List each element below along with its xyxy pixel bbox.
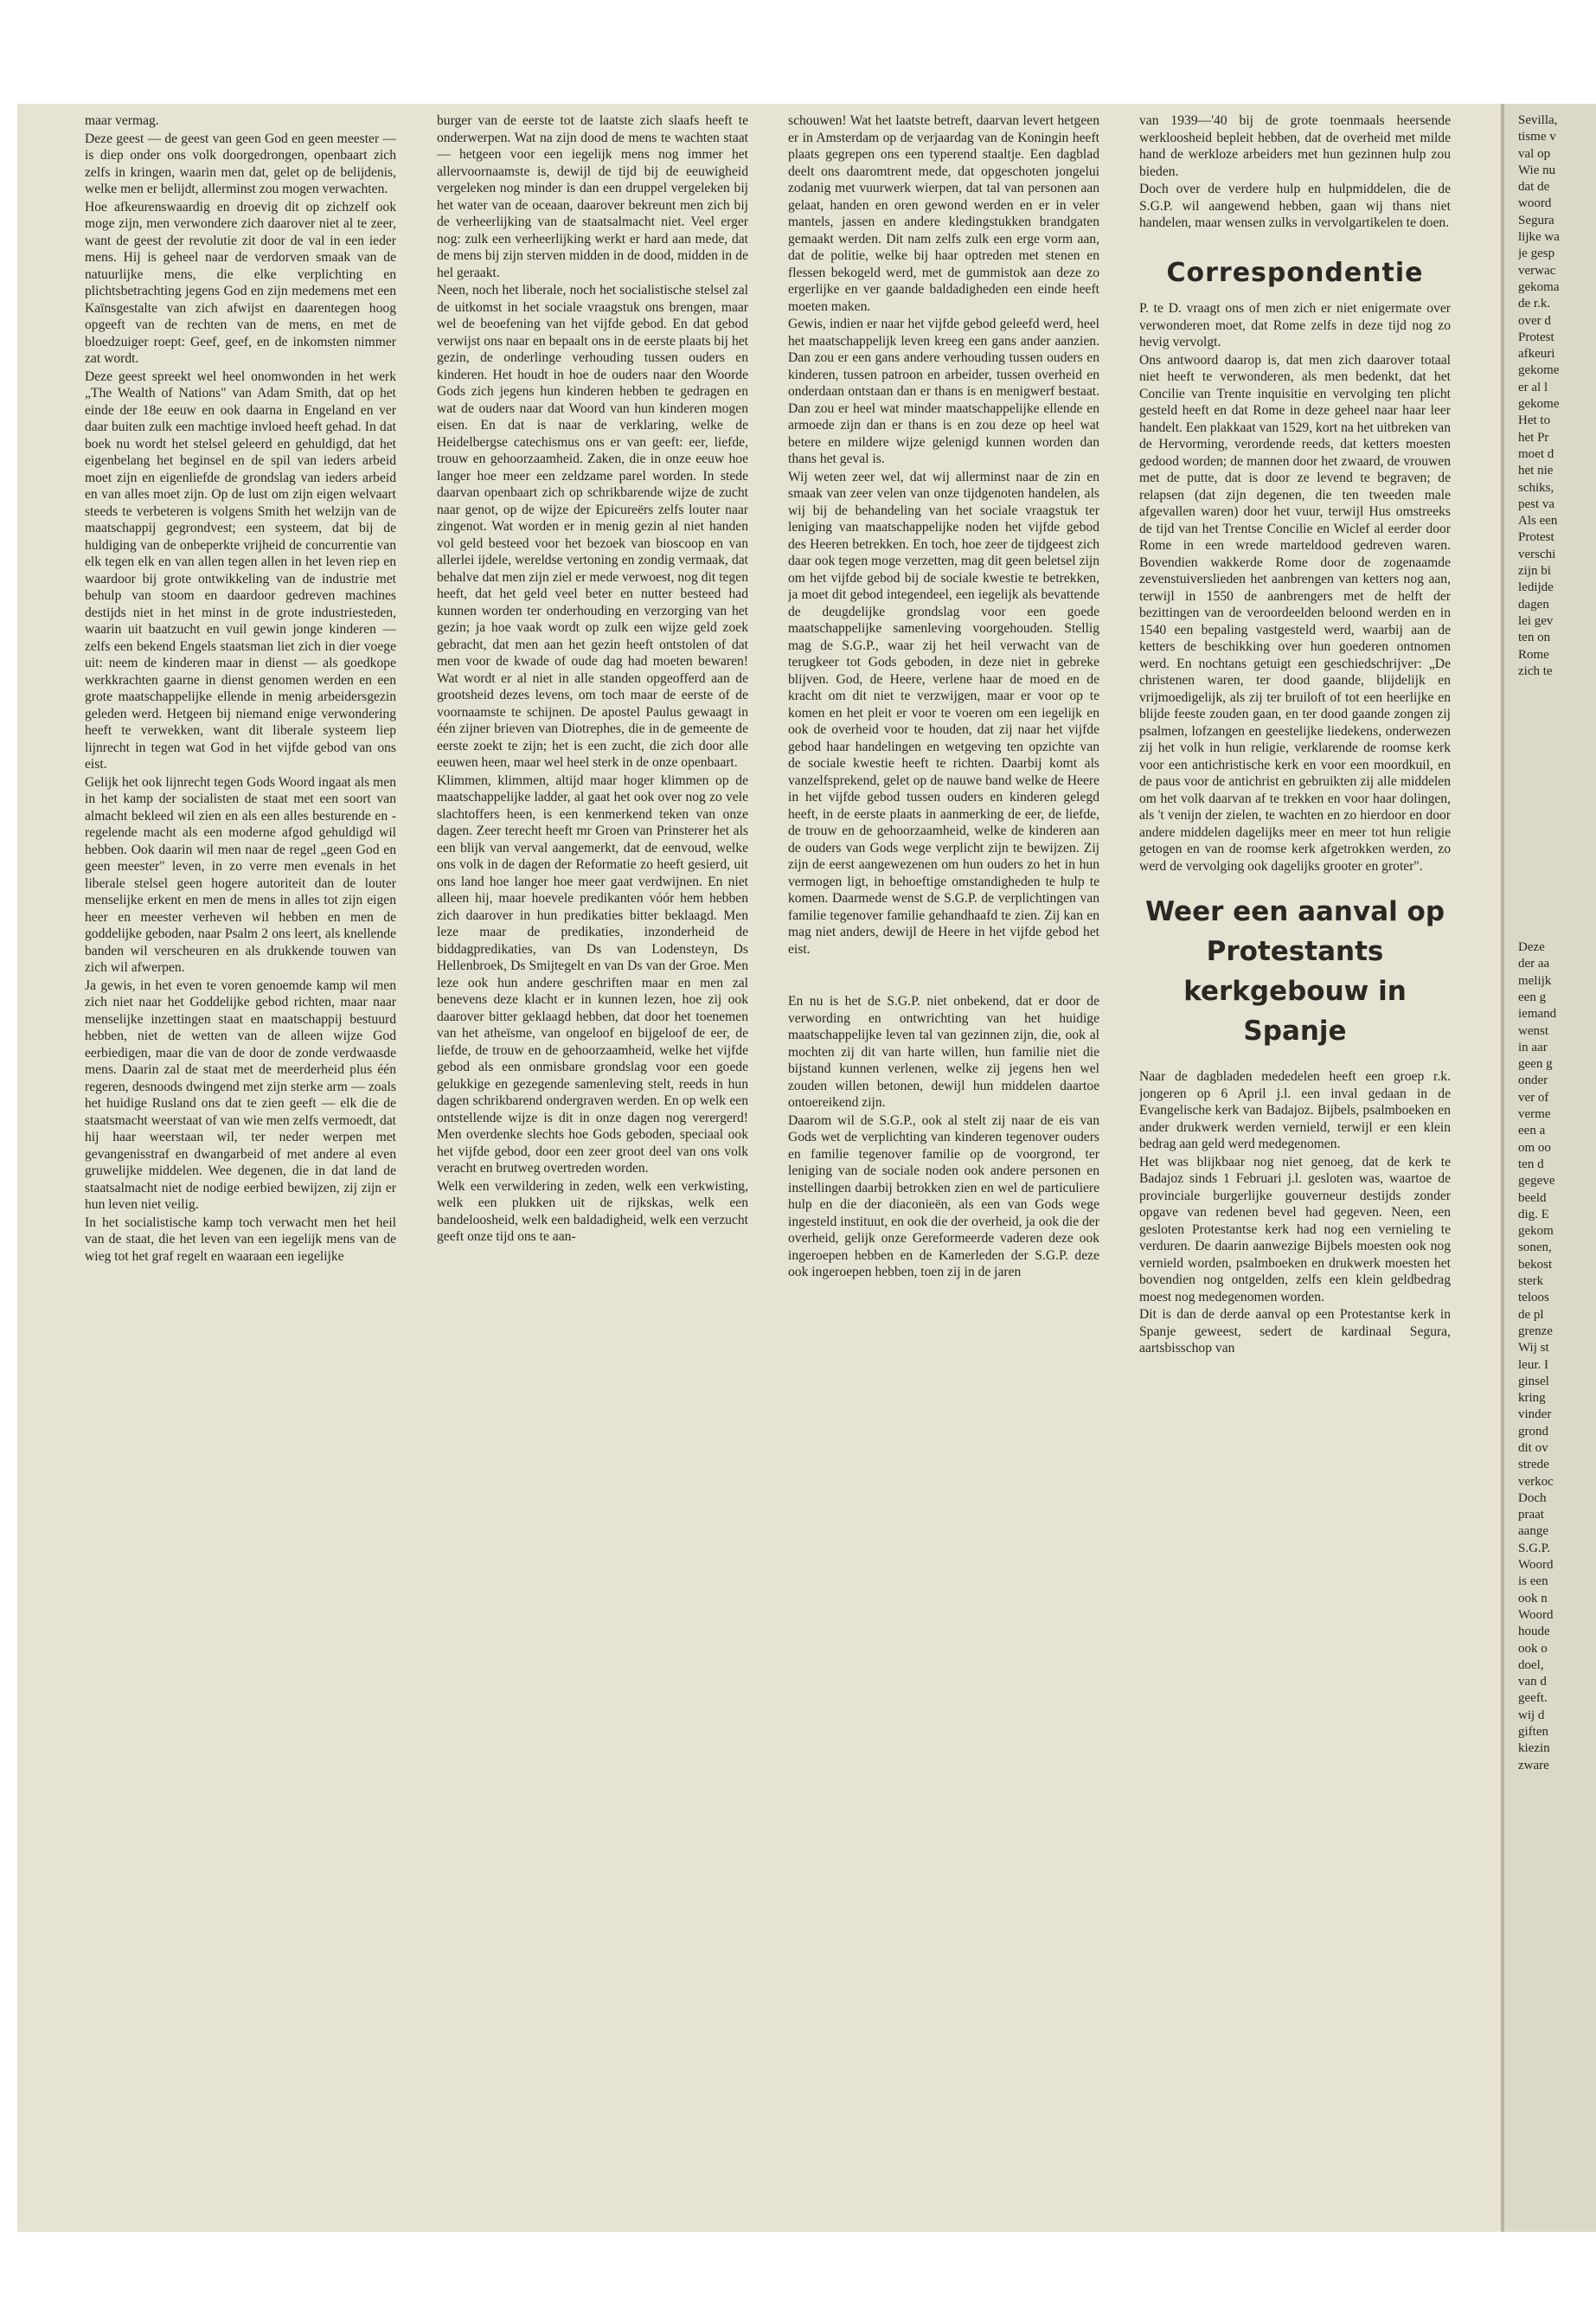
adjacent-line: gekome <box>1518 397 1560 412</box>
adjacent-line: iemand <box>1518 1007 1557 1022</box>
paragraph: Welk een verwildering in zeden, welk een verkwisting, welk een plukken uit de rijkskas, welk een bandeloosheid, welk een baldadigheid, welk een verzucht geeft onze tijd ons te aan- <box>437 1178 748 1244</box>
adjacent-line: zijn bi <box>1518 564 1551 579</box>
adjacent-line: wij d <box>1518 1708 1545 1722</box>
adjacent-line: aange <box>1518 1524 1548 1539</box>
adjacent-text-top <box>1518 112 1596 680</box>
adjacent-line: verme <box>1518 1107 1551 1122</box>
adjacent-line: van d <box>1518 1675 1547 1689</box>
adjacent-line: ten d <box>1518 1157 1544 1171</box>
adjacent-line: ver of <box>1518 1090 1549 1105</box>
adjacent-line: Rome <box>1518 647 1549 662</box>
adjacent-line: geeft. <box>1518 1691 1548 1706</box>
adjacent-line: zich te <box>1518 663 1553 678</box>
newspaper-page <box>17 104 1596 2232</box>
article-column-3 <box>788 112 1099 2059</box>
adjacent-line: doel, <box>1518 1657 1544 1672</box>
adjacent-line: woord <box>1518 196 1552 211</box>
adjacent-line: S.G.P. <box>1518 1541 1551 1555</box>
adjacent-line: dit ov <box>1518 1441 1548 1455</box>
paragraph: Hoe afkeurenswaardig en droevig dit op zichzelf ook moge zijn, men verwondere zich daarover niet al te zeer, want de geest der revolutie zit door de val in een ieder mens. Hij is geheel naar de verdorven smaak van de natuurlijke mens, die elke verplichting en plichtsbetrachting jegens God en zijn medemens met een Kaïnsgestalte van zich afwijst en daarentegen hoog opgeeft van de rechten van de mens, en met de bloedzuiger roept: Geef, geef, en de inkomsten nimmer zat wordt. <box>85 199 396 366</box>
adjacent-line: verkoc <box>1518 1474 1554 1489</box>
adjacent-line: Woord <box>1518 1558 1554 1573</box>
adjacent-line: val op <box>1518 146 1551 161</box>
adjacent-line: sonen, <box>1518 1240 1552 1255</box>
spain-article-heading: Weer een aanval op Protestants kerkgebouw in Spanje <box>1144 896 1445 1047</box>
adjacent-line: dagen <box>1518 597 1549 612</box>
adjacent-line: pest va <box>1518 497 1555 511</box>
paragraph: En nu is het de S.G.P. niet onbekend, dat er door de verwording en ontwrichting van het huidige maatschappelijke leven tal van gezinnen zijn, die, ook al mochten zij dit van harte willen, hun familie niet die bijstand kunnen verlenen, welke zij jegens hen wel zouden willen betonen, dewijl hun middelen daartoe ontoereikend zijn. <box>788 994 1099 1110</box>
adjacent-line: de r.k. <box>1518 297 1551 311</box>
adjacent-line: melijk <box>1518 973 1552 988</box>
adjacent-line: onder <box>1518 1074 1548 1088</box>
adjacent-line: de pl <box>1518 1307 1544 1322</box>
adjacent-line: geen g <box>1518 1057 1553 1072</box>
adjacent-line: Segura <box>1518 213 1554 228</box>
adjacent-line: afkeuri <box>1518 347 1555 362</box>
correspondence-heading: Correspondentie <box>1166 257 1424 288</box>
adjacent-line: Deze <box>1518 940 1545 955</box>
adjacent-line: ledijde <box>1518 580 1554 595</box>
adjacent-text-bottom <box>1518 939 1596 1774</box>
adjacent-line: ook n <box>1518 1591 1548 1606</box>
adjacent-line: praat <box>1518 1508 1544 1522</box>
paragraph: Ons antwoord daarop is, dat men zich daarover totaal niet heeft te verwonderen, als men bedenkt, dat het Concilie van Trente inquisitie en vervolging ten plicht gesteld heeft en dat Rome in deze geheel naar haar leer handelt. Een plakkaat van 1529, kort na het uitbreken van de Hervorming, verordende reeds, dat ketters moesten gedood worden; de mannen door het zwaard, de vrouwen met de putte, dat is door ze levend te begraven; de relapsen (dat zijn degenen, die ten tweeden male afgevallen waren) door het vuur, terwijl Hus omstreeks de tijd van het Trentse Concilie en Wiclef al eerder door Rome in een wrede marteldood gedreven waren. Bovendien wakkerde Rome door de zogenaamde zevenstuiverslieden het aanbrengen van ketters nog aan, terwijl in 1550 de aanbrengers met de helft der bezittingen van de veroordeelden beloond werden en in 1540 een bepaling vastgesteld werd, waarbij aan de ketters de beschikking over hun goederen ontnomen werd. En nochtans getuigt een geschiedschrijver: „De christenen waren, ter dood gaande, blijdelijk en vrijmoedigelijk, als zij ter bruiloft of tot een heerlijke en blijde feeste zouden gaan, en ter dood gaande zongen zij psalmen, lofzangen en geestelijke liedekens, onderwezen zij het volk in hun religie, verklarende de roomse kerk voor een antichristische kerk en voor een moordkuil, en de paus voor de antichrist en gebruikten zij alle middelen om het volk daarvan af te trekken en voor haar dolingen, als 't venijn der zielen, te wachten en zo hierdoor en door andere middelen dagelijks meer en meer tot hun religie getogen en van de roomse kerk afgetrokken werden, zo werd de vervolging ook dagelijks grooter en groter". <box>1139 352 1451 874</box>
paragraph: burger van de eerste tot de laatste zich slaafs heeft te onderwerpen. Wat na zijn dood de mens te wachten staat — hetgeen voor een iegelijk mens nog immer het allervoornaamste is, dewijl de tijd bij de eeuwigheid vergeleken nog minder is dan een druppel vergeleken bij het water van de oceaan, daarover bekreunt men zich bij de verheerlijking van de staatsalmacht niet. Veel erger nog: zulk een verheerlijking werkt er hard aan mede, dat de mens bij zijn sterven midden in de dood, midden in de hel geraakt. <box>437 113 748 280</box>
adjacent-line: wenst <box>1518 1023 1548 1038</box>
adjacent-line: dig. E <box>1518 1207 1549 1221</box>
paragraph: In het socialistische kamp toch verwacht men het heil van de staat, die het leven van een iegelijk mens van de wieg tot het graf regelt en waaraan een iegelijke <box>85 1215 396 1264</box>
adjacent-line: kring <box>1518 1391 1546 1406</box>
adjacent-line: gekoma <box>1518 279 1560 294</box>
adjacent-line: Het to <box>1518 413 1551 428</box>
adjacent-line: een g <box>1518 990 1547 1004</box>
adjacent-line: gegeve <box>1518 1174 1555 1189</box>
paragraph: Het was blijkbaar nog niet genoeg, dat de kerk te Badajoz sinds 1 Februari j.l. gesloten was, waartoe de provinciale burgerlijke gouverneur destijds zonder opgave van redenen bevel had gegeven. Neen, een gesloten Protestantse kerk had nog een vernieling te verduren. De daarin aanwezige Bijbels moesten ook nog vernield worden, psalmboeken en drukwerk moesten het bovendien nog ontgelden, zelfs een klein geldbedrag moest nog medegenomen worden. <box>1139 1154 1451 1304</box>
adjacent-line: zware <box>1518 1758 1549 1772</box>
adjacent-line: om oo <box>1518 1140 1551 1155</box>
adjacent-line: grond <box>1518 1424 1548 1439</box>
adjacent-line: is een <box>1518 1574 1548 1589</box>
adjacent-line: Doch <box>1518 1490 1547 1505</box>
paragraph: Ja gewis, in het even te voren genoemde kamp wil men zich niet naar het Goddelijke gebod richten, maar naar menselijke inzettingen staat en maatschappij bestuurd hebben, niet de wetten van de alleen wijze God eerbiedigen, maar die van de door de zonde verdwaasde mens. Daarin zal de staat met de meerderheid plus één regeren, desnoods dwingend met zijn sterke arm — zoals het huidige Rusland ons dat te zien geeft — elk die de staatsmacht weerstaat of van wie men zelfs vermoedt, dat hij haar weerstaan wil, ter neder werpen met gevangenisstraf en dwangarbeid of met andere al even gruwelijke middelen. Wee degenen, die in dat land de staatsalmacht niet de nodige eerbied bewijzen, zij zijn er hun leven niet veilig. <box>85 977 396 1212</box>
adjacent-line: giften <box>1518 1725 1548 1740</box>
adjacent-line: strede <box>1518 1458 1549 1472</box>
adjacent-line: tisme v <box>1518 130 1556 144</box>
paragraph: Daarom wil de S.G.P., ook al stelt zij naar de eis van Gods wet de verplichting van kinderen tegenover ouders en familie tegenover familie op de voorgrond, ter leniging van de sociale noden ook andere personen en instellingen daarbij betrokken zien en wel de particuliere hulp en die der diaconieën, als een van Gods wege ingesteld instituut, en ook die der overheid, ja ook die der overheid, gelijk onze Gereformeerde vaderen deze ook ingeroepen hebben en de Kamerleden der S.G.P. deze ook ingeroepen hebben, toen zij in de jaren <box>788 1112 1099 1279</box>
paragraph-gap <box>788 958 1099 993</box>
adjacent-line: in aar <box>1518 1040 1548 1054</box>
adjacent-line: Wij st <box>1518 1341 1549 1356</box>
adjacent-line: lei gev <box>1518 613 1554 628</box>
paragraph: P. te D. vraagt ons of men zich er niet enigermate over verwonderen moet, dat Rome zelfs in deze tijd nog zo hevig vervolgt. <box>1139 301 1451 349</box>
paragraph: Deze geest spreekt wel heel onomwonden in het werk „The Wealth of Nations" van Adam Smith, dat op het einde der 18e eeuw en ook daarna in Engeland en ver daar buiten zulk een machtige invloed heeft gehad. In dat boek nu wordt het stelsel geleerd en gehuldigd, dat het eigenbelang het beginsel en de spil van ieders arbeid moet zijn en eigenliefde de grondslag van ieders arbeid en van alles moet zijn. Op de lust om zijn eigen welvaart steeds te verbeteren is volgens Smith het welzijn van de maatschappij gegrondvest; een systeem, dat bij de huldiging van de onbeperkte vrijheid de concurrentie van elk tegen elk en van allen tegen allen in het leven riep en waardoor bij grote ontwikkeling van de industrie met behulp van stoom en daardoor gedreven machines destijds niet in het minst in de grote industriesteden, waarin uit baatzucht en vuil gewin jonge kinderen — zelfs een bekend Engels staatsman liet zich in dier voege uit: neem de kinderen maar in dienst — als goedkope werkkrachten gaarne in dienst genomen werden en een grote maatschappelijke ellende in menig arbeidersgezin geleden werd. Hetgeen bij niemand enige verwondering heeft te verwekken, want dit liberale systeem liep lijnrecht in tegen wat God in het vijfde gebod van ons eist. <box>85 369 396 772</box>
adjacent-line: het nie <box>1518 464 1554 478</box>
adjacent-line: beeld <box>1518 1190 1547 1205</box>
adjacent-line: kiezin <box>1518 1741 1550 1756</box>
adjacent-line: lijke wa <box>1518 230 1560 245</box>
adjacent-line: je gesp <box>1518 247 1555 261</box>
adjacent-line: ten on <box>1518 631 1551 645</box>
adjacent-line: het Pr <box>1518 430 1549 445</box>
adjacent-line: er al l <box>1518 380 1548 394</box>
paragraph: Neen, noch het liberale, noch het socialistische stelsel zal de uitkomst in het sociale vraagstuk ons brengen, maar wel de beoefening van het vijfde gebod. En dat gebod verwijst ons naar en bepaalt ons in de eerste plaats bij het gezin, de onderlinge verhouding tussen ouders en kinderen. Het houdt in hoe de ouders naar den Woorde Gods zich jegens hun kinderen hebben te gedragen en wat de ouders naar dat Woord van hun kinderen mogen eisen. En dat is naar de verklaring, welke de Heidelbergse catechismus ons er van geeft: eer, liefde, trouw en gehoorzaamheid. Zaken, die in onze eeuw hoe langer hoe meer een zeldzame parel worden. In stede daarvan openbaart zich op schrikbarende wijze de zucht naar genot, op de wijze der Epicureërs zelfs louter naar zingenot. Wat worden er in menig gezin al niet handen vol geld besteed voor het bezoek van bioscoop en van allerlei ijdele, wereldse vertoning en zondig vermaak, dat behalve dat men zijn ziel er mede verwoest, nog dit tegen heeft, dat het geld veel beter en nutter besteed had kunnen worden ter onderhouding en verzorging van het gezin; ja hoe vaak wordt op zulk een wijze geld zoek gebracht, dat men aan het gezin heeft ontstolen of dat men voor de kwade of oude dag had moeten bewaren! Wat wordt er al niet in alle standen opgeofferd aan de grootsheid dezes levens, om toch maar de eerste of de voornaamste te schijnen. De apostel Paulus gewaagt in één zijner brieven van Diotrephes, die in de gemeente de eerste zoekt te zijn; het is een zucht, die zich door alle eeuwen heen, maar wel heel sterk in de onze openbaart. <box>437 283 748 770</box>
adjacent-line: moet d <box>1518 446 1554 461</box>
adjacent-line: ook o <box>1518 1641 1548 1656</box>
paragraph: Dit is dan de derde aanval op een Protestantse kerk in Spanje geweest, sedert de kardinaal Segura, aartsbisschop van <box>1139 1307 1451 1356</box>
paragraph: maar vermag. <box>85 113 159 128</box>
adjacent-line: der aa <box>1518 957 1550 971</box>
paragraph: van 1939—'40 bij de grote toenmaals heersende werkloosheid bepleit hebben, dat de overheid met milde hand de werkloze arbeiders met hun gezinnen hulp zou bieden. <box>1139 113 1451 179</box>
adjacent-line: verwac <box>1518 263 1556 278</box>
paragraph: Klimmen, klimmen, altijd maar hoger klimmen op de maatschappelijke ladder, al gaat het ook over nog zo vele slachtoffers heen, is een kenmerkend teken van onze dagen. Zeer terecht heeft mr Groen van Prinsterer het als een blijk van verval aangemerkt, dat de eenvoud, welke ons volk in de dagen der Reformatie zo heeft gesierd, uit ons land hoe langer hoe meer gaat verdwijnen. En niet alleen hij, maar hoevele predikanten vóór hem hebben zich daarover in hun predikaties bitter beklaagd. Men leze maar de predikaties, inzonderheid de biddagpredikaties, van Ds van Lodensteyn, Ds Hellenbroek, Ds Smijtegelt en van Ds van der Groe. Men leze ook hun andere geschriften maar en men zal benevens deze klacht er in kunnen lezen, hoe zij ook daarover bitter geklaagd hebben, dat door het toenemen van het atheïsme, van ongeloof en bijgeloof de eer, de liefde, de trouw en de gehoorzaamheid, welke het vijfde gebod als een onmisbare grondslag voor een goede gelukkige en gezegende samenleving stelt, reeds in hun dagen schrikbarend ondergraven werden. En op welk een ontstellende wijze is dit in onze dagen nog verergerd! Men overdenke slechts hoe Gods geboden, speciaal ook het vijfde gebod, door een zeer groot deel van ons volk veracht en brutweg overtreden worden. <box>437 772 748 1176</box>
adjacent-line: Woord <box>1518 1607 1554 1622</box>
adjacent-line: Protest <box>1518 330 1554 344</box>
adjacent-line: Sevilla, <box>1518 113 1558 127</box>
adjacent-line: Protest <box>1518 530 1554 545</box>
paragraph: schouwen! Wat het laatste betreft, daarvan levert hetgeen er in Amsterdam op de verjaardag van de Koningin heeft plaats gegrepen ons een typerend staaltje. Een dagblad deelt ons daaromtrent mede, dat opgeschoten jongelui zodanig met vuurwerk wierpen, dat tal van personen aan gelaat, handen en oren gewond werden en er in veler mantels, jassen en andere kledingstukken brandgaten gemaakt werden. Dit nam zelfs zulk een erge vorm aan, dat de politie, welke bij haar optreden met stenen en flessen bekogeld werd, met de gummistok aan deze zo ergerlijke en ver gaande baldadigheden een einde heeft moeten maken. <box>788 113 1099 314</box>
adjacent-line: een a <box>1518 1124 1546 1138</box>
adjacent-gap <box>1518 680 1596 939</box>
article-column-2 <box>437 112 748 2059</box>
paragraph: Deze geest — de geest van geen God en geen meester — is diep onder ons volk doorgedrongen, openbaart zich zelfs in kringen, waarin men dat, gelet op de belijdenis, welke men er belijdt, allerminst zou mogen verwachten. <box>85 131 396 196</box>
paragraph: Gelijk het ook lijnrecht tegen Gods Woord ingaat als men in het kamp der socialisten de staat met een soort van almacht bekleed wil zien en als een alles besturende en -regelende macht als een moderne afgod gehuldigd wil hebben. Ook daarin wil men naar de regel „geen God en geen meester" leven, in zo verre men evenals in het liberale stelsel geen hogere autoriteit dan de louter menselijke erkent en men de mens in alles tot zijn eigen heer en meester verheven wil hebben en men de goddelijke geboden, naar Psalm 2 ons leert, als knellende banden wil verscheuren en als drukkende touwen van zich wil afwerpen. <box>85 774 396 975</box>
adjacent-line: teloos <box>1518 1291 1549 1305</box>
adjacent-line: gekom <box>1518 1224 1554 1239</box>
paragraph: Doch over de verdere hulp en hulpmiddelen, die de S.G.P. wil aangewend hebben, gaan wij thans niet handelen, maar wensen zulks in vervolgartikelen te doen. <box>1139 182 1451 230</box>
adjacent-page-column <box>1518 112 1596 2059</box>
paragraph: Wij weten zeer wel, dat wij allerminst naar de zin en smaak van zeer velen van onze tijdgenoten handelen, als wij bij de behandeling van het sociale vraagstuk ter leniging van maatschappelijke noden het vijfde gebod des Heeren betrekken. En toch, hoe zeer de tijdgeest zich daar ook tegen moge verzetten, mag dit geen beletsel zijn om het vijfde gebod bij de sociale kwestie te betrekken, ja moet dit gebod integendeel, een iegelijk als bevattende de deugdelijke grondslag voor een goede maatschappelijke samenleving voorgehouden. Stellig mag de S.G.P., waar zij het heil verwacht van de terugkeer tot Gods geboden, in deze niet in gebreke blijven. God, de Heere, verlene haar de moed en de kracht om dit niet te verzwijgen, maar er voor op te komen en het pleit er voor te voeren om een iegelijk en ook de overheid voor te houden, dat zij naar het vijfde gebod haar handelingen en wetgeving ten opzichte van de sociale kwestie heeft te richten. Daarbij komt als vanzelfsprekend, gelet op de nauwe band welke de Heere in het vijfde gebod tussen ouders en kinderen gelegd heeft, in de eerste plaats in aanmerking de eer, de liefde, de trouw en de gehoorzaamheid, welke de kinderen aan de ouders van Gods wege verplicht zijn te bewijzen. Zij zijn de eerst aangewezenen om hun ouders zo het in hun vermogen ligt, in behoeftige omstandigheden te hulp te komen. Daarmede wenst de S.G.P. de verplichtingen van familie tegenover familie gehandhaafd te zien. Zij kan en mag niet anders, dewijl de Heere in het vijfde gebod het eist. <box>788 469 1099 957</box>
adjacent-line: gekome <box>1518 363 1560 378</box>
adjacent-line: Als een <box>1518 514 1558 529</box>
adjacent-line: leur. I <box>1518 1357 1548 1372</box>
adjacent-line: verschi <box>1518 547 1556 561</box>
paragraph: Naar de dagbladen mededelen heeft een groep r.k. jongeren op 6 April j.l. een inval gedaan in de Evangelische kerk van Badajoz. Bijbels, psalmboeken en ander drukwerk werden vernield, terwijl er een klein bedrag aan geld werd medegenomen. <box>1139 1069 1451 1151</box>
adjacent-line: houde <box>1518 1625 1550 1639</box>
adjacent-line: ginsel <box>1518 1374 1549 1388</box>
adjacent-line: dat de <box>1518 180 1550 195</box>
adjacent-line: vinder <box>1518 1407 1552 1422</box>
adjacent-line: bekost <box>1518 1257 1553 1272</box>
adjacent-line: Wie nu <box>1518 163 1556 177</box>
article-column-4 <box>1139 112 1451 2059</box>
article-column-1 <box>85 112 396 2059</box>
adjacent-line: sterk <box>1518 1274 1544 1289</box>
adjacent-line: over d <box>1518 313 1551 328</box>
paragraph: Gewis, indien er naar het vijfde gebod geleefd werd, heel het maatschappelijk leven kreeg een gans ander aanzien. Dan zou er een gans andere verhouding tussen ouders en kinderen, tussen patroon en arbeider, tussen overheid en onderdaan ontstaan dan er thans is en menigwerf bestaat. Dan zou er heel wat minder maatschappelijke ellende en armoede zijn dan er thans is en zou deze op heel wat betere en mildere wijze gelenigd kunnen worden dan thans het geval is. <box>788 317 1099 466</box>
adjacent-line: schiks, <box>1518 480 1554 495</box>
adjacent-line: grenze <box>1518 1324 1553 1338</box>
